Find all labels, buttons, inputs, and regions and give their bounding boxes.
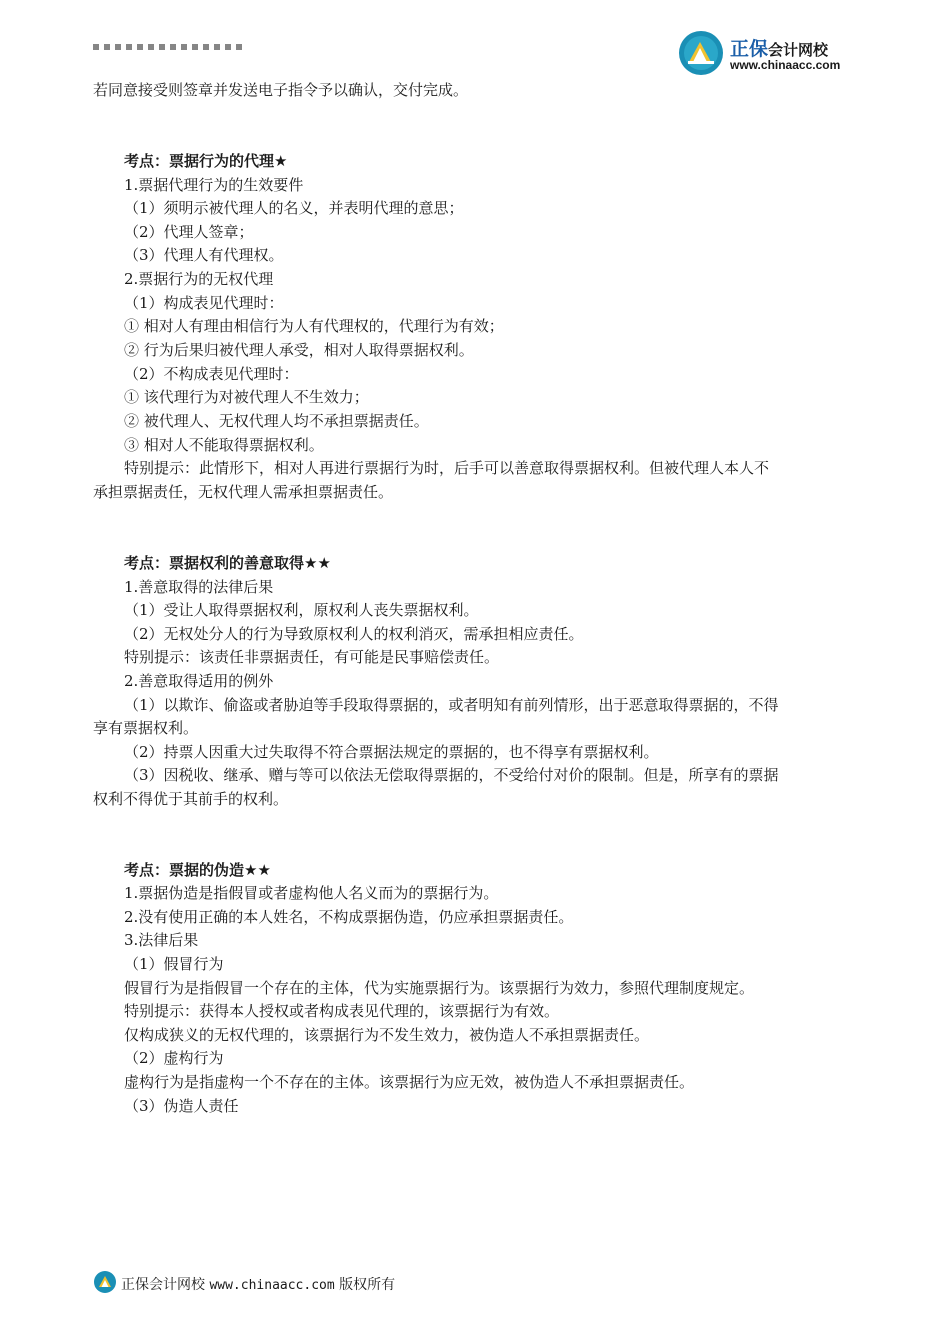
body-line: （2）虚构行为	[124, 1049, 224, 1067]
body-line: （3）伪造人责任	[124, 1097, 239, 1115]
cut-off-text-fragment	[93, 44, 243, 50]
logo-url: www.chinaacc.com	[730, 58, 841, 72]
footer-logo-icon	[93, 1270, 117, 1294]
body-line: （2）不构成表见代理时：	[124, 365, 299, 383]
body-line: 1.票据代理行为的生效要件	[124, 176, 304, 194]
logo-brand: 正保	[730, 38, 769, 60]
footer-brand: 正保会计网校	[121, 1277, 205, 1293]
body-line: 2.票据行为的无权代理	[124, 270, 274, 288]
body-line: 特别提示：此情形下，相对人再进行票据行为时，后手可以善意取得票据权利。但被代理人本人不	[124, 459, 770, 477]
footer-rights: 版权所有	[339, 1277, 396, 1293]
body-line: 虚构行为是指虚构一个不存在的主体。该票据行为应无效，被伪造人不承担票据责任。	[124, 1073, 695, 1091]
body-line: ③ 相对人不能取得票据权利。	[124, 436, 324, 454]
body-line: （1）受让人取得票据权利，原权利人丧失票据权利。	[124, 601, 479, 619]
logo-emblem-icon	[678, 30, 724, 76]
body-line: 享有票据权利。	[93, 719, 199, 737]
section-heading-good-faith: 考点：票据权利的善意取得★★	[124, 554, 331, 572]
body-line: ② 被代理人、无权代理人均不承担票据责任。	[124, 412, 429, 430]
body-line: ① 该代理行为对被代理人不生效力；	[124, 388, 369, 406]
body-line: ② 行为后果归被代理人承受，相对人取得票据权利。	[124, 341, 474, 359]
body-line: （2）代理人签章；	[124, 223, 254, 241]
body-line: （3）代理人有代理权。	[124, 246, 284, 264]
body-line: 若同意接受则签章并发送电子指令予以确认，交付完成。	[93, 81, 469, 99]
logo-brand-sub: 会计网校	[768, 41, 829, 59]
body-line: （1）假冒行为	[124, 955, 224, 973]
body-line: ① 相对人有理由相信行为人有代理权的，代理行为有效；	[124, 317, 504, 335]
body-line: 1.票据伪造是指假冒或者虚构他人名义而为的票据行为。	[124, 884, 499, 902]
body-line: （3）因税收、继承、赠与等可以依法无偿取得票据的，不受给付对价的限制。但是，所享有的票据	[124, 766, 779, 784]
body-line: 仅构成狭义的无权代理的，该票据行为不发生效力，被伪造人不承担票据责任。	[124, 1026, 650, 1044]
body-line: 3.法律后果	[124, 931, 199, 949]
body-line: 假冒行为是指假冒一个存在的主体，代为实施票据行为。该票据行为效力，参照代理制度规定。	[124, 979, 755, 997]
body-line: （1）以欺诈、偷盗或者胁迫等手段取得票据的，或者明知有前列情形，出于恶意取得票据的，不得	[124, 696, 779, 714]
body-line: 特别提示：获得本人授权或者构成表见代理的，该票据行为有效。	[124, 1002, 560, 1020]
body-line: 2.善意取得适用的例外	[124, 672, 274, 690]
body-line: （2）无权处分人的行为导致原权利人的权利消灭，需承担相应责任。	[124, 625, 584, 643]
body-line: （1）须明示被代理人的名义，并表明代理的意思；	[124, 199, 464, 217]
footer-url[interactable]: www.chinaacc.com	[209, 1278, 335, 1293]
chinaacc-logo[interactable]	[678, 30, 878, 76]
section-heading-agency: 考点：票据行为的代理★	[124, 152, 288, 170]
body-line: （2）持票人因重大过失取得不符合票据法规定的票据的，也不得享有票据权利。	[124, 743, 659, 761]
body-line: 2.没有使用正确的本人姓名，不构成票据伪造，仍应承担票据责任。	[124, 908, 574, 926]
body-line: 特别提示：该责任非票据责任，有可能是民事赔偿责任。	[124, 648, 500, 666]
body-line: 权利不得优于其前手的权利。	[93, 790, 289, 808]
body-line: （1）构成表见代理时：	[124, 294, 284, 312]
section-heading-forgery: 考点：票据的伪造★★	[124, 861, 271, 879]
body-line: 1.善意取得的法律后果	[124, 578, 274, 596]
body-line: 承担票据责任，无权代理人需承担票据责任。	[93, 483, 394, 501]
